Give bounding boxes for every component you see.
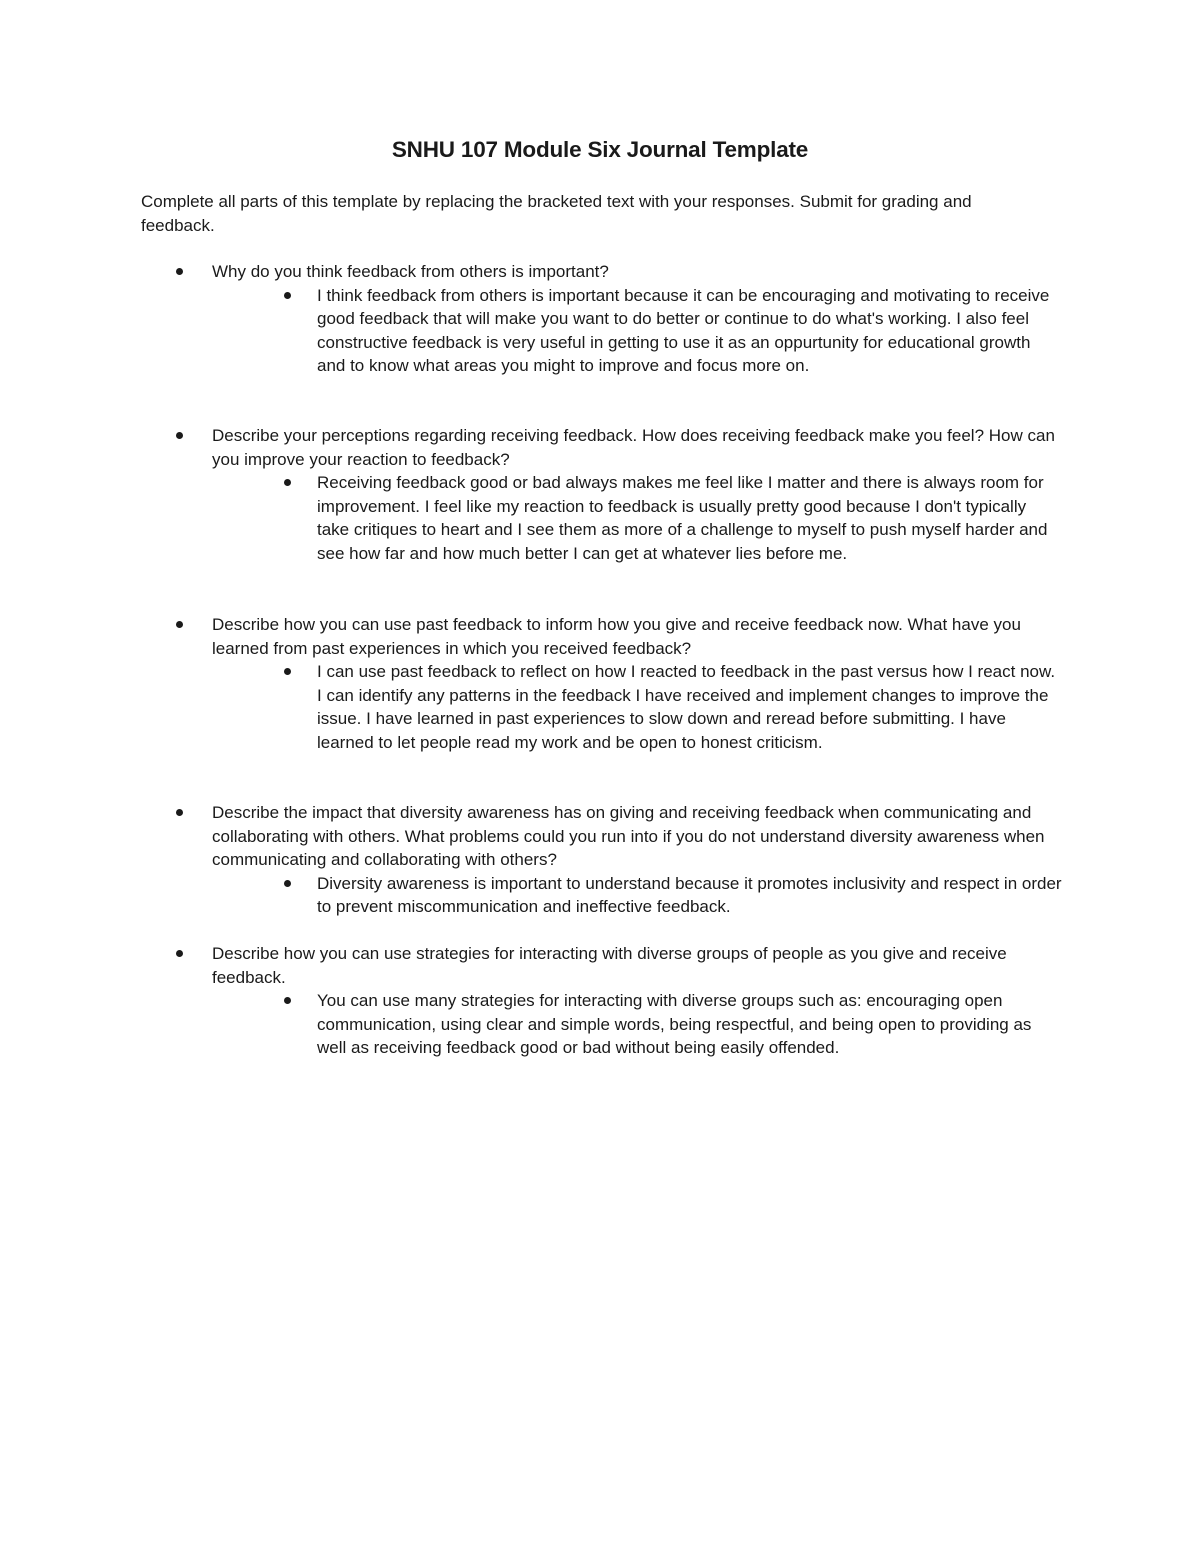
bullet-icon [284,880,291,887]
question-1-text: Why do you think feedback from others is important? [212,262,609,281]
instructions-text: Complete all parts of this template by replacing the bracketed text with your responses. Submit for grading and feedback. [141,192,972,235]
answer-4-text: Diversity awareness is important to understand because it promotes inclusivity and respect in order to prevent miscommunication and ineffective feedback. [317,873,1062,916]
journal-item-5 [0,942,1200,1060]
answer-3 [0,660,1062,754]
answer-4 [0,872,1062,919]
answer-5 [0,989,1062,1060]
journal-item-3 [0,613,1200,754]
bullet-icon [284,479,291,486]
answer-3-text: I can use past feedback to reflect on how I reacted to feedback in the past versus how I react now. I can identify any patterns in the feedback I have received and implement changes to improve the issue. I have learned in past experiences to slow down and reread before submitting. I have learned to let people read my work and be open to honest criticism. [317,662,1056,752]
bullet-icon [176,432,183,439]
question-2 [0,424,1062,471]
question-3 [0,613,1062,660]
question-5-text: Describe how you can use strategies for interacting with diverse groups of people as you give and receive feedback. [212,944,1007,987]
question-5 [0,942,1062,989]
answer-1-text: I think feedback from others is important because it can be encouraging and motivating to receive good feedback that will make you want to do better or continue to do what's working. I also feel constructive feedback is very useful in getting to use it as an oppurtunity for educational growth and to know what areas you might to improve and focus more on. [317,285,1050,375]
bullet-icon [176,621,183,628]
answer-1 [0,284,1062,378]
bullet-icon [284,668,291,675]
page-title: SNHU 107 Module Six Journal Template [391,137,809,162]
question-4 [0,801,1062,872]
bullet-icon [176,268,183,275]
question-1 [0,260,1062,284]
question-2-text: Describe your perceptions regarding receiving feedback. How does receiving feedback make you feel? How can you improve your reaction to feedback? [212,426,1055,469]
bullet-icon [284,292,291,299]
bullet-icon [176,950,183,957]
journal-item-2 [0,424,1200,565]
answer-2-text: Receiving feedback good or bad always makes me feel like I matter and there is always room for improvement. I feel like my reaction to feedback is usually pretty good because I don't typically take critiques to heart and I see them as more of a challenge to myself to push myself harder and see how far and how much better I can get at whatever lies before me. [317,473,1048,563]
question-3-text: Describe how you can use past feedback to inform how you give and receive feedback now. What have you learned from past experiences in which you received feedback? [212,615,1021,658]
question-4-text: Describe the impact that diversity awareness has on giving and receiving feedback when communicating and collaborating with others. What problems could you run into if you do not understand diversity awareness when communicating and collaborating with others? [212,803,1045,869]
journal-item-4 [0,801,1200,919]
bullet-icon [176,809,183,816]
answer-5-text: You can use many strategies for interacting with diverse groups such as: encouraging open communication, using clear and simple words, being respectful, and being open to providing as well as receiving feedback good or bad without being easily offended. [317,991,1032,1057]
bullet-icon [284,997,291,1004]
journal-item-1 [0,260,1200,378]
answer-2 [0,471,1062,565]
